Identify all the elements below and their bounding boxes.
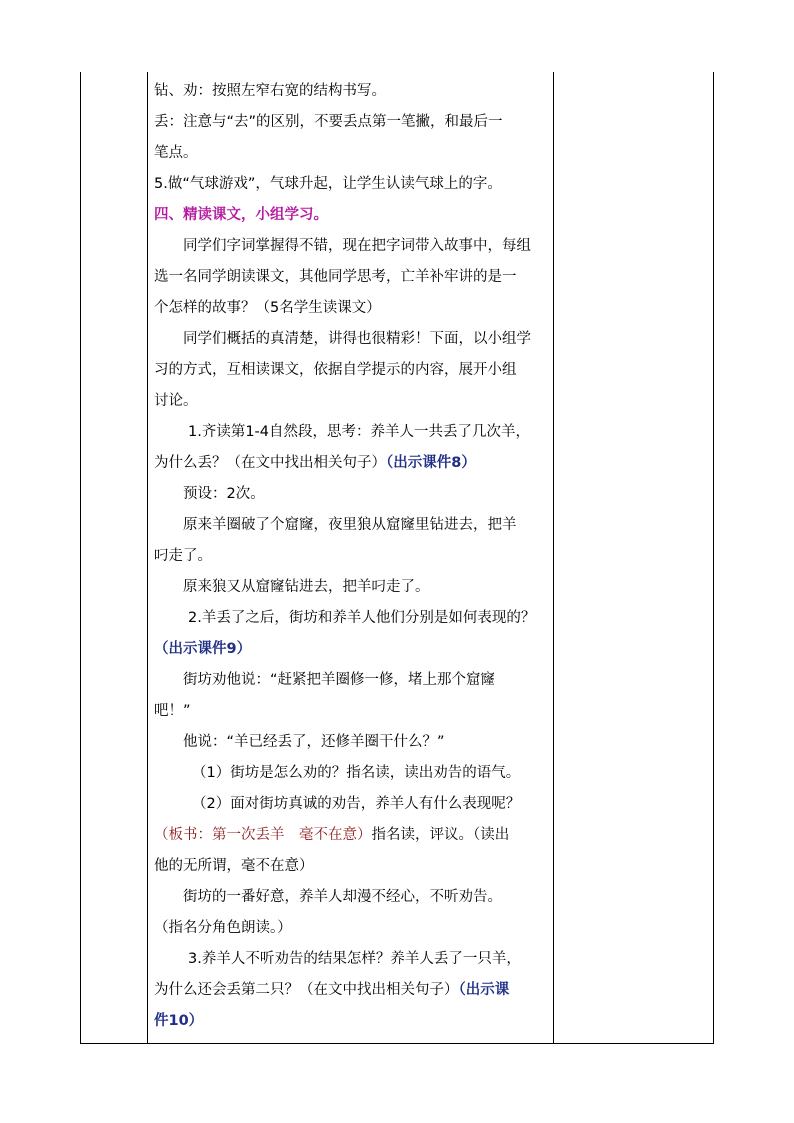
lesson-plan-content [154,76,554,1037]
board-note: （板书：第一次丢羊 毫不在意） [154,827,372,843]
courseware-ref: 件10） [154,1013,204,1029]
text-line: 吧！” [154,703,191,719]
courseware-ref: （出示课件9） [154,641,252,657]
text-line: 为什么丢？（在文中找出相关句子）（出示课件8） [154,455,476,471]
text-line: （1）街坊是怎么劝的？指名读，读出劝告的语气。 [192,765,521,781]
text-line: 预设：2次。 [183,486,265,502]
text-line: 讨论。 [154,393,198,409]
text-line: 3.养羊人不听劝告的结果怎样？养羊人丢了一只羊， [188,951,521,967]
text-line: （指名分角色朗读。） [154,920,292,936]
text-line: 他的无所谓，毫不在意） [154,858,314,874]
text-line: 丢：注意与“去”的区别，不要丢点第一笔撇，和最后一 [154,114,503,130]
text-line: 1.齐读第1-4自然段，思考：养羊人一共丢了几次羊， [188,424,531,440]
text-line: 习的方式，互相读课文，依据自学提示的内容，展开小组 [154,362,517,378]
text-line: 为什么还会丢第二只？（在文中找出相关句子）（出示课 [154,982,510,998]
text-line: （板书：第一次丢羊 毫不在意）指名读，评议。（读出 [154,827,510,843]
table-border-right [713,72,714,1043]
text-line: 同学们字词掌握得不错，现在把字词带入故事中，每组 [183,238,531,254]
text-line: 笔点。 [154,145,198,161]
table-border-left [80,72,81,1043]
text-line: 个怎样的故事？（5名学生读课文） [154,300,381,316]
text-line: 钻、劝：按照左窄右宽的结构书写。 [154,83,386,99]
courseware-ref: （出示课 [458,982,510,998]
text-line: 5.做“气球游戏”，气球升起，让学生认读气球上的字。 [154,176,502,192]
table-divider-1 [147,72,148,1043]
text-line: 同学们概括的真清楚，讲得也很精彩！下面，以小组学 [183,331,531,347]
text-line: 原来狼又从窟窿钻进去，把羊叼走了。 [183,579,430,595]
text-line: 街坊的一番好意，养羊人却漫不经心，不听劝告。 [183,889,502,905]
courseware-ref: （出示课件8） [386,455,476,471]
text-line: 他说：“羊已经丢了，还修羊圈干什么？” [183,734,445,750]
table-border-bottom [80,1043,714,1044]
text-line: 2.羊丢了之后，街坊和养羊人他们分别是如何表现的？ [188,610,536,626]
text-line: 街坊劝他说：“赶紧把羊圈修一修，堵上那个窟窿 [183,672,496,688]
text-line: 原来羊圈破了个窟窿，夜里狼从窟窿里钻进去，把羊 [183,517,517,533]
text-line: （2）面对街坊真诚的劝告，养羊人有什么表现呢？ [192,796,521,812]
text-line: 选一名同学朗读课文，其他同学思考，亡羊补牢讲的是一 [154,269,517,285]
section-heading: 四、精读课文，小组学习。 [154,207,328,223]
text-line: 叼走了。 [154,548,212,564]
